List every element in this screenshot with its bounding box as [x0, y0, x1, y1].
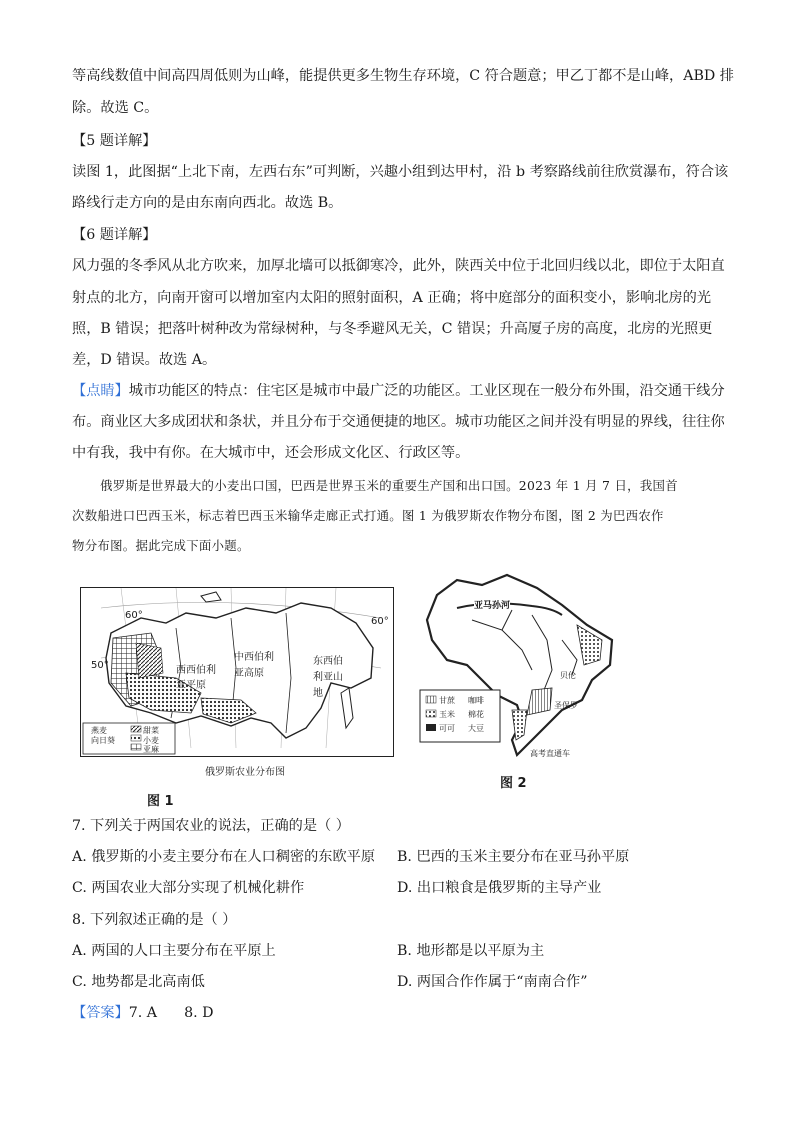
- legend-item: 棉花: [468, 710, 484, 719]
- para-line: 差，D 错误。故选 A。: [72, 352, 217, 368]
- legend-item: 小麦: [143, 736, 159, 745]
- figure-2-brazil-map: [412, 570, 622, 765]
- tip-line: 中有我，我中有你。在大城市中，还会形成文化区、行政区等。: [72, 445, 470, 461]
- para-line: 照，B 错误；把落叶树种改为常绿树种，与冬季避风无关，C 错误；升高厦子房的高度，北房的光照更: [72, 321, 713, 337]
- figure-1-caption: 图 1: [147, 794, 174, 809]
- material-line: 物分布图。据此完成下面小题。: [72, 538, 250, 553]
- para-line: 读图 1，此图据“上北下南，左西右东”可判断，兴趣小组到达甲村，沿 b 考察路线前往欣赏瀑布，符合该: [72, 164, 729, 180]
- question-7-option-a: A. 俄罗斯的小麦主要分布在人口稠密的东欧平原: [72, 849, 376, 865]
- tip-line: [72, 381, 725, 401]
- material-line: 俄罗斯是世界最大的小麦出口国，巴西是世界玉米的重要生产国和出口国。2023 年 1 月 7 日，我国首: [100, 478, 678, 493]
- label-west-siberian-plain-2: 亚平原: [176, 680, 206, 691]
- question-7-option-d: D. 出口粮食是俄罗斯的主导产业: [397, 880, 602, 896]
- figure-1-russia-map: [80, 587, 394, 757]
- question-7-option-b: B. 巴西的玉米主要分布在亚马孙平原: [397, 849, 630, 865]
- tip-text: 城市功能区的特点：住宅区是城市中最广泛的功能区。工业区现在一般分布外围，沿交通干线分: [128, 383, 725, 399]
- section-heading-6: 【6 题详解】: [72, 227, 157, 243]
- question-8-option-c: C. 地势都是北高南低: [72, 974, 205, 990]
- tip-label: 【点睛】: [72, 383, 129, 399]
- label-east-siberian-2: 利亚山: [313, 672, 343, 683]
- label-source: 高考直通车: [530, 749, 570, 758]
- brazil-map-drawing: [412, 570, 622, 765]
- answer-text: 7. A 8. D: [128, 1005, 214, 1021]
- label-east-siberian-1: 东西伯: [313, 656, 343, 667]
- question-7-option-c: C. 两国农业大部分实现了机械化耕作: [72, 880, 305, 896]
- legend-item: 大豆: [468, 724, 484, 733]
- label-amazon-river: 亚马孙河: [474, 598, 510, 611]
- figure-2-caption: 图 2: [500, 776, 527, 791]
- answer-label: 【答案】: [72, 1005, 129, 1021]
- legend-item: 玉米: [439, 710, 455, 719]
- para-line: 射点的北方，向南开窗可以增加室内太阳的照射面积，A 正确；将中庭部分的面积变小，影响北房的光: [72, 290, 712, 306]
- legend-item: 甘蔗: [439, 696, 455, 705]
- legend-item: 亚麻: [143, 745, 159, 754]
- material-line: 次数船进口巴西玉米，标志着巴西玉米输华走廊正式打通。图 1 为俄罗斯农作物分布图，图 2 为巴西农作: [72, 508, 664, 523]
- question-8-option-a: A. 两国的人口主要分布在平原上: [72, 943, 276, 959]
- legend-item: 燕麦: [91, 726, 107, 735]
- para-line: 除。故选 C。: [72, 100, 159, 116]
- label-central-siberian-1: 中西伯利: [234, 652, 274, 663]
- para-line: 等高线数值中间高四周低则为山峰，能提供更多生物生存环境，C 符合题意；甲乙丁都不是山峰，ABD 排: [72, 68, 734, 84]
- label-region-1: 贝伦: [560, 671, 576, 680]
- question-8-option-b: B. 地形都是以平原为主: [397, 943, 545, 959]
- legend-item: 咖啡: [468, 696, 484, 705]
- question-8-option-d: D. 两国合作作属于“南南合作”: [397, 974, 588, 990]
- label-lat-50: 50°: [91, 660, 109, 671]
- legend-item: 向日葵: [91, 736, 115, 745]
- section-heading-5: 【5 题详解】: [72, 133, 157, 149]
- question-8: 8. 下列叙述正确的是（ ）: [72, 912, 237, 928]
- tip-line: 布。商业区大多成团状和条状，并且分布于交通便捷的地区。城市功能区之间并没有明显的界线，往往你: [72, 414, 725, 430]
- para-line: 路线行走方向的是由东南向西北。故选 B。: [72, 195, 343, 211]
- para-line: 风力强的冬季风从北方吹来，加厚北墙可以抵御寒冷，此外，陕西关中位于北回归线以北，即位于太阳直: [72, 258, 725, 274]
- figure-1-inner-title: 俄罗斯农业分布图: [205, 767, 285, 778]
- label-east-siberian-3: 地: [313, 688, 323, 699]
- label-central-siberian-2: 亚高原: [234, 668, 264, 679]
- legend-item: 可可: [439, 724, 455, 733]
- answer-line: [72, 1003, 214, 1023]
- legend-item: 甜菜: [143, 726, 159, 735]
- question-7: 7. 下列关于两国农业的说法，正确的是（ ）: [72, 818, 350, 834]
- label-west-siberian-plain-1: 西西伯利: [176, 665, 216, 676]
- label-region-2: 圣保罗: [554, 701, 578, 710]
- label-lat-60-west: 60°: [125, 610, 143, 621]
- label-lat-60-east: 60°: [371, 616, 389, 627]
